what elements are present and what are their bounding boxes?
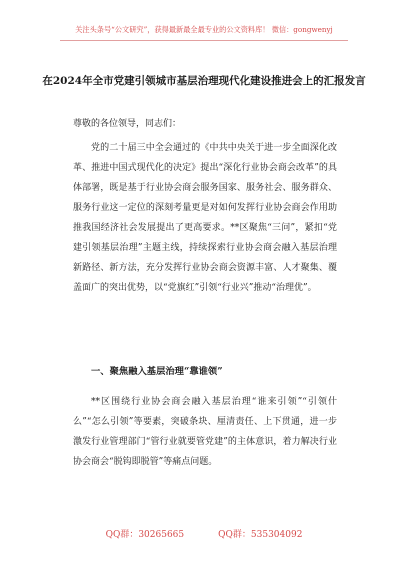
footer-qq-group-2: QQ群：535304092 xyxy=(218,530,303,540)
body-paragraph-2: **区围绕行业协会商会融入基层治理“谁来引领”“引领什么”“怎么引领”等要素，突破条块、厘清责任、上下贯通，进一步激发行业管理部门“管行业就要管党建”的主体意识，着力解决行业协会商会“脱钩即脱管”等痛点问题。 xyxy=(73,397,337,467)
footer-contact xyxy=(0,527,408,540)
footer-qq-group-1: QQ群：30265665 xyxy=(105,530,185,540)
document-title: 在2024年全市党建引领城市基层治理现代化建设推进会上的汇报发言 xyxy=(42,75,366,87)
header-notice: 关注头条号“公文研究”，获得最新最全最专业的公文资料库！ 微信：gongwenyj xyxy=(75,25,333,34)
section-heading-1: 一、聚焦融入基层治理“靠谁领” xyxy=(91,366,223,377)
header-divider xyxy=(60,40,348,41)
body-paragraph-1: 党的二十届三中全会通过的《中共中央关于进一步全面深化改革、推进中国式现代化的决定》提出“深化行业协会商会改革”的具体部署，既是基于行业协会商会服务国家、服务社会、服务群众、服务行业这一定位的深刻考量更是对如何发挥行业协会商会作用助推我国经济社会发展提出了更高要求。**区聚焦“三问”，紧扣“党建引领基层治理”主题主线，持续探索行业协会商会融入基层治理新路径、新方法，充分发挥行业协会商会资源丰富、人才聚集、覆盖面广的突出优势，以“党旗红”引领“行业兴”推动“治理优”。 xyxy=(73,143,337,293)
salutation: 尊敬的各位领导，同志们： xyxy=(73,119,182,129)
